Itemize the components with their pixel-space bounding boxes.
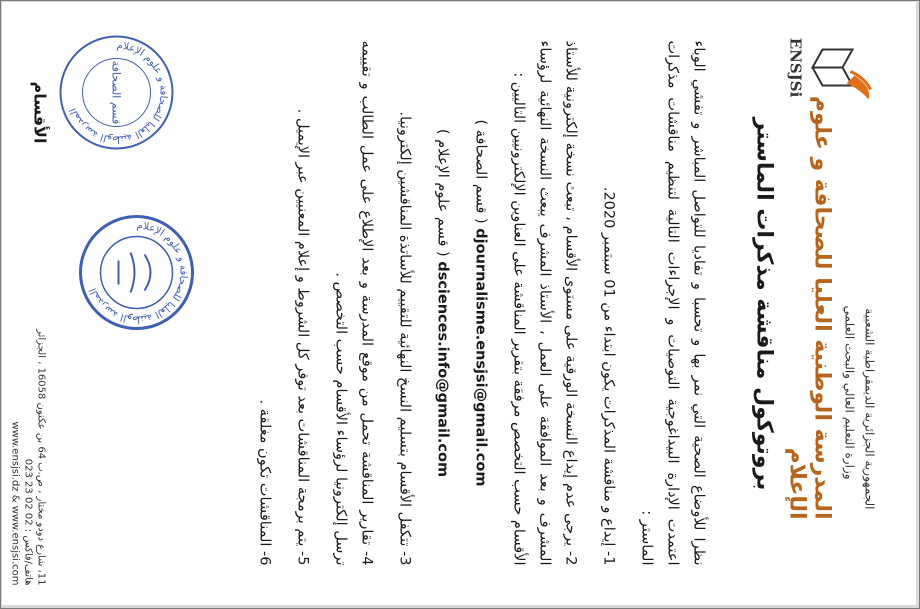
footer-web: www.ensjsi.dz & www.ensjsi.com [9, 421, 20, 585]
list-item: 3- تتكفل الأقسام بتسليم النسخ النهائية للتقييم للأساتذة المناقشين إلكترونيا. [396, 110, 412, 565]
list-item: 4- تقارير المناقشة تحمل من موقع المدرسة و بعد الإطلاع على عمل الطالب و تقييمه ترسل إلكترونيا لرؤساء الأقسام حسب التخصص . [332, 40, 374, 565]
list-item: 1- إيداع و مناقشة المذكرات يكون ابتداء من 01 سبتمبر 2020. [600, 186, 616, 565]
page-title: بروتوكول مناقشة مذكرات الماستر [751, 117, 776, 490]
rotated-document [2, 2, 916, 605]
email-address[interactable]: djournalisme.ensjsi@gmail.com [472, 227, 488, 486]
footer-phone: هاتف/فاكس : 02 02 23 023 [22, 458, 33, 585]
list-item: 5- يتم برمجة المناقشات بعد توفر كل الشروط و إعلام المعنيين عبر الإيميل . [294, 108, 310, 565]
footer-address: 11، شارع دودو مختار ، ص.ب 64 بن عكنون 16058 ، الجزائر [35, 328, 46, 585]
school-logo-icon [792, 27, 882, 107]
email-label: ( قسم علوم الإعلام ) [434, 128, 450, 257]
logo-text: ENSJSi [786, 37, 804, 97]
stamp-text: المدرسة الوطنية العليا للصحافة و علوم الإعلام [87, 219, 189, 325]
email-address[interactable]: dsciences.info@gmail.com [434, 260, 450, 477]
email-label: ( قسم الصحافة ) [472, 119, 488, 224]
department-stamp-icon [56, 32, 176, 152]
ministry-line: وزارة التعليم العالي والبحث العلمي [842, 305, 856, 479]
footer [8, 285, 47, 585]
email-line [429, 40, 455, 565]
email-line [467, 40, 493, 565]
document-body [239, 40, 711, 565]
republic-line: الجمهورية الجزائرية الديمقراطية الشعبية [862, 307, 876, 509]
intro-paragraph: نظرا للأوضاع الصحية التي نمر بها و تحسبا و تفاديا للتواصل المباشر و تفشي الوباء اعتمدت الإدارة البيداغوجية التوصيات و الإجراءات التالية لتنظيم مناقشات مذكرات الماستر : [638, 40, 706, 565]
school-name: المدرسة الوطنية العليا للصحافة و علوم الإعلام [784, 95, 834, 519]
document-page [2, 2, 916, 605]
official-stamp-icon [76, 212, 196, 332]
signature-label: الأقسام [30, 81, 49, 143]
list-item: 6- المناقشات تكون مغلقة . [256, 399, 272, 565]
stamp-text: المدرسة الوطنية العليا للصحافة و علوم الإعلام [67, 39, 169, 145]
stamp-center-text: قسم الصحافة [109, 60, 122, 124]
list-item: 2- يرجى عدم إيداع النسخة الورقية على مستوى الأقسام ، تبعث نسخة إلكترونية للأستاذ المشرف و بعد الموافقة على العمل ، الأستاذ المشرف يبعث النسخة النهائية لرؤساء الأقسام حسب التخصص مرفقة بتقرير المناقشة على العناوين الإلكترونيين التاليين : [510, 40, 578, 565]
